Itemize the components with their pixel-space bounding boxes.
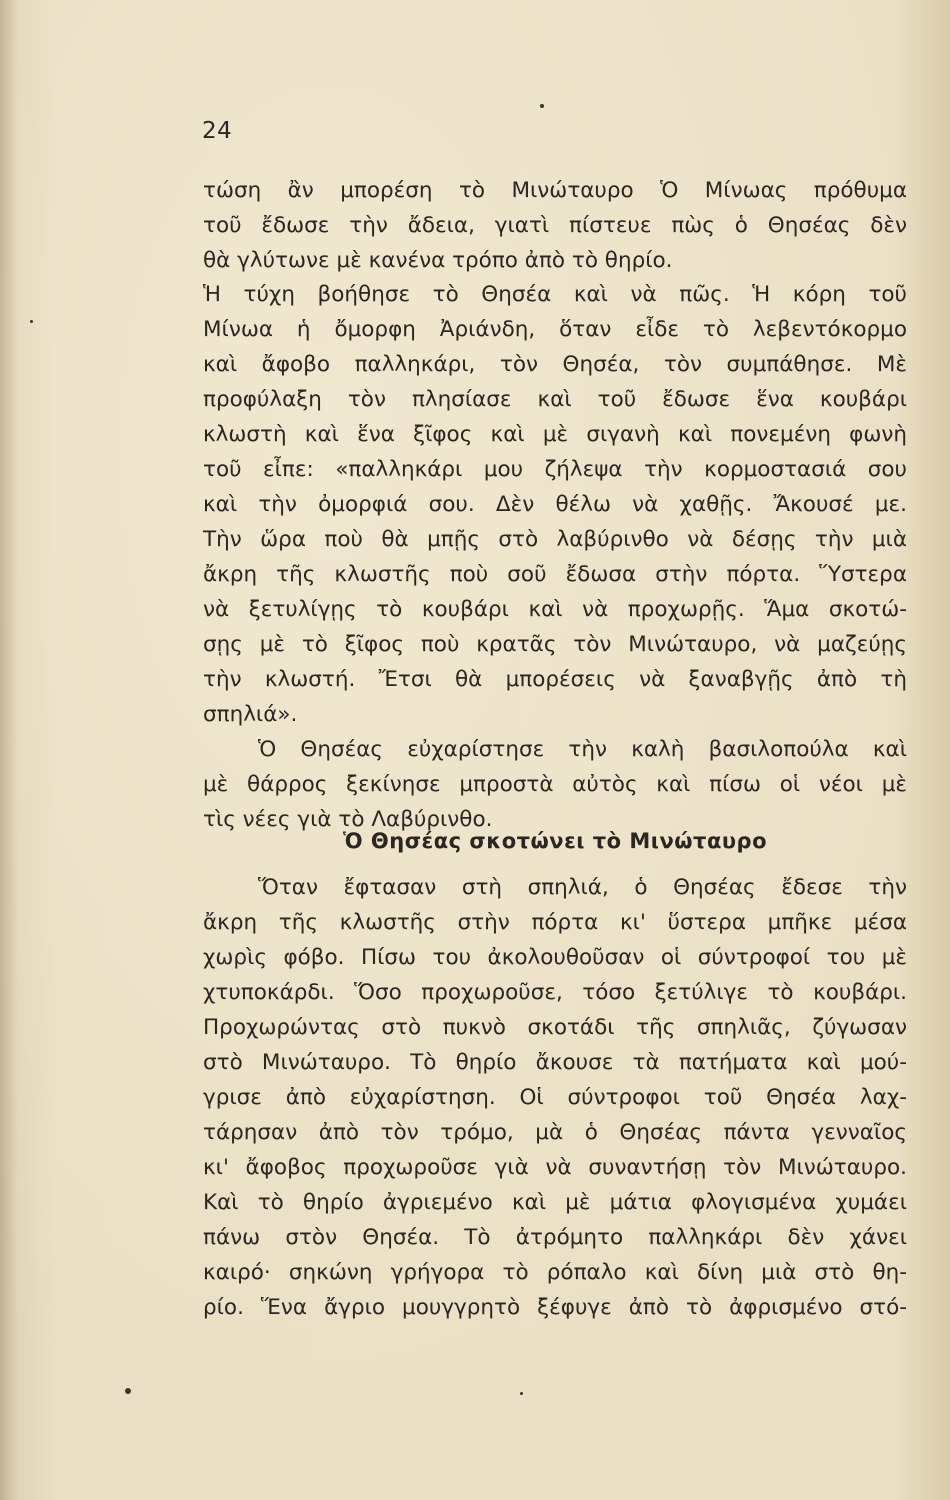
text-line: καιρό· σηκώνη γρήγορα τὸ ρόπαλο καὶ δίνη μιὰ στὸ θη- [203,1260,907,1285]
text-line: χωρὶς φόβο. Πίσω του ἀκολουθοῦσαν οἱ σύντροφοί του μὲ [203,945,907,970]
text-line: κι' ἄφοβος προχωροῦσε γιὰ νὰ συναντήσῃ τὸν Μινώταυρο. [203,1155,907,1180]
text-line: ἄκρη τῆς κλωστῆς στὴν πόρτα κι' ὕστερα μπῆκε μέσα [203,910,907,935]
text-line: Μίνωα ἡ ὄμορφη Ἀριάνδη, ὅταν εἶδε τὸ λεβεντόκορμο [203,317,907,342]
text-line: τὶς νέες γιὰ τὸ Λαβύρινθο. [203,807,493,832]
section-heading: Ὁ Θησέας σκοτώνει τὸ Μινώταυρο [342,829,768,853]
text-line: θὰ γλύτωνε μὲ κανένα τρόπο ἀπὸ τὸ θηρίο. [203,248,673,273]
text-line: τοῦ εἶπε: «παλληκάρι μου ζήλεψα τὴν κορμοστασιά σου [203,457,907,482]
text-line: Καὶ τὸ θηρίο ἀγριεμένο καὶ μὲ μάτια φλογισμένα χυμάει [203,1190,907,1215]
text-line: προφύλαξη τὸν πλησίασε καὶ τοῦ ἔδωσε ἕνα κουβάρι [203,387,907,412]
text-line: κλωστὴ καὶ ἕνα ξῖφος καὶ μὲ σιγανὴ καὶ πονεμένη φωνὴ [203,422,907,447]
text-line: Ἡ τύχη βοήθησε τὸ Θησέα καὶ νὰ πῶς. Ἡ κόρη τοῦ [203,282,907,307]
text-line: τώση ἂν μπορέση τὸ Μινώταυρο Ὁ Μίνωας πρόθυμα [203,178,907,203]
text-line: χτυποκάρδι. Ὅσο προχωροῦσε, τόσο ξετύλιγε τὸ κουβάρι. [203,980,907,1005]
text-line: πάνω στὸν Θησέα. Τὸ ἀτρόμητο παλληκάρι δὲν χάνει [203,1225,907,1250]
ink-speck [125,1388,131,1394]
text-line: ρίο. Ἕνα ἄγριο μουγγρητὸ ξέφυγε ἀπὸ τὸ ἀφρισμένο στό- [203,1295,907,1320]
text-line: τοῦ ἔδωσε τὴν ἄδεια, γιατὶ πίστευε πὼς ὁ Θησέας δὲν [203,213,907,238]
text-line: καὶ ἄφοβο παλληκάρι, τὸν Θησέα, τὸν συμπάθησε. Μὲ [203,352,907,377]
text-line: στὸ Μινώταυρο. Τὸ θηρίο ἄκουσε τὰ πατήματα καὶ μού- [203,1050,907,1075]
text-line: Προχωρώντας στὸ πυκνὸ σκοτάδι τῆς σπηλιᾶς, ζύγωσαν [203,1015,907,1040]
text-line: τάρησαν ἀπὸ τὸν τρόμο, μὰ ὁ Θησέας πάντα γενναῖος [203,1120,907,1145]
text-line: σπηλιά». [203,702,298,727]
text-line: ἄκρη τῆς κλωστῆς ποὺ σοῦ ἔδωσα στὴν πόρτα. Ὕστερα [203,562,907,587]
page-edge-shadow [0,0,18,1500]
text-line: καὶ τὴν ὀμορφιά σου. Δὲν θέλω νὰ χαθῇς. Ἄκουσέ με. [203,492,907,517]
page-number: 24 [202,118,233,144]
text-line: σῃς μὲ τὸ ξῖφος ποὺ κρατᾶς τὸν Μινώταυρο, νὰ μαζεύῃς [203,632,907,657]
text-line: τὴν κλωστή. Ἔτσι θὰ μπορέσεις νὰ ξαναβγῇς ἀπὸ τὴ [203,667,907,692]
ink-speck [540,104,544,108]
text-line: Ὅταν ἔφτασαν στὴ σπηλιά, ὁ Θησέας ἔδεσε τὴν [258,875,907,900]
text-line: μὲ θάρρος ξεκίνησε μπροστὰ αὐτὸς καὶ πίσω οἱ νέοι μὲ [203,772,907,797]
ink-speck [520,1392,523,1395]
text-line: γρισε ἀπὸ εὐχαρίστηση. Οἱ σύντροφοι τοῦ Θησέα λαχ- [203,1085,907,1110]
text-line: Τὴν ὥρα ποὺ θὰ μπῇς στὸ λαβύρινθο νὰ δέσῃς τὴν μιὰ [203,527,907,552]
ink-speck [30,320,33,323]
text-line: Ὁ Θησέας εὐχαρίστησε τὴν καλὴ βασιλοπούλα καὶ [258,737,907,762]
text-line: νὰ ξετυλίγῃς τὸ κουβάρι καὶ νὰ προχωρῇς. Ἅμα σκοτώ- [203,597,907,622]
